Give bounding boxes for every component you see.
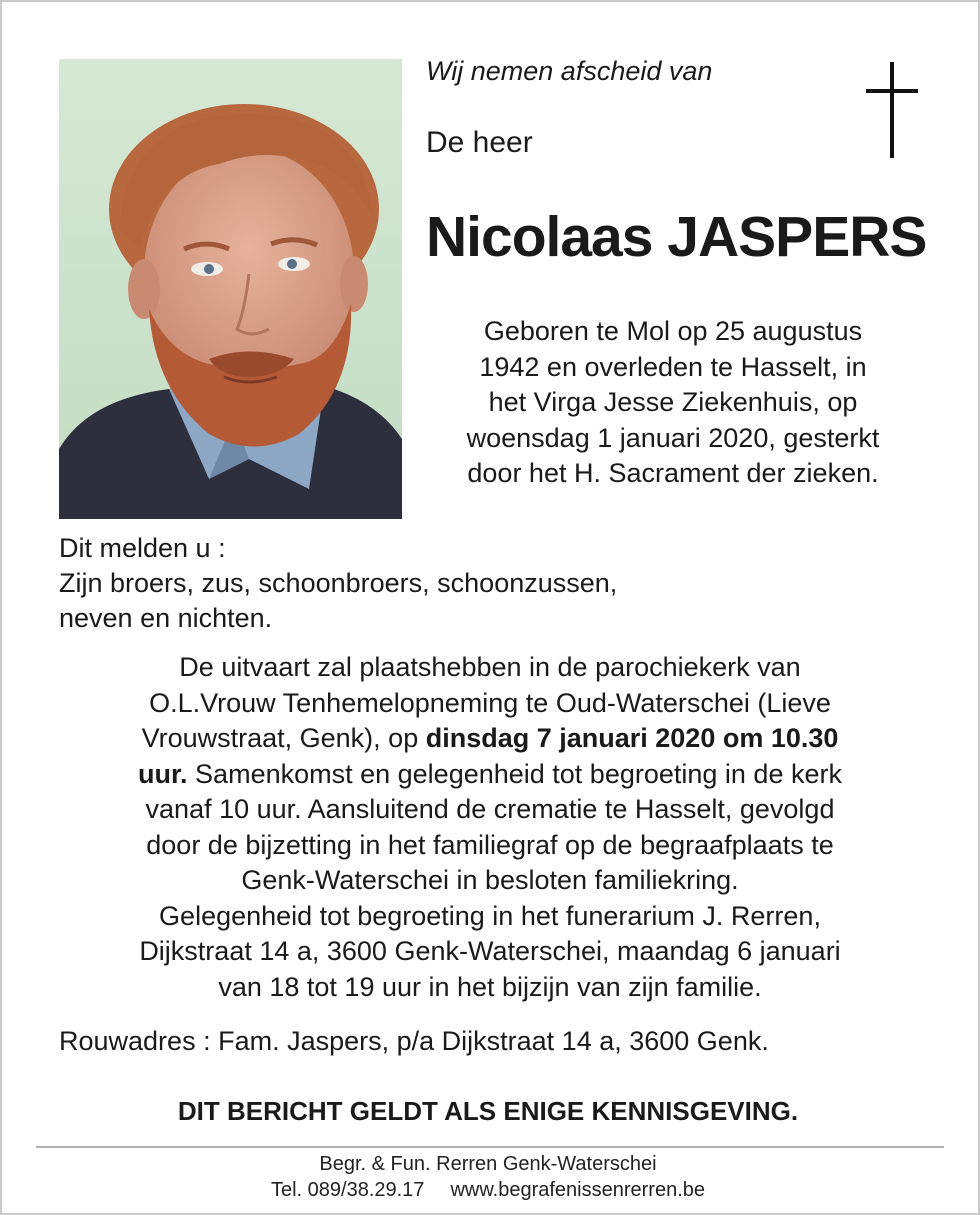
birth-line: 1942 en overleden te Hasselt, in <box>479 351 867 382</box>
ceremony-line: Dijkstraat 14 a, 3600 Genk-Waterschei, maandag 6 januari <box>139 936 841 966</box>
birth-line: het Virga Jesse Ziekenhuis, op <box>488 387 858 417</box>
footer-divider <box>36 1146 944 1148</box>
birth-line: Geboren te Mol op 25 augustus <box>483 316 863 346</box>
ceremony-line: O.L.Vrouw Tenhemelopneming te Oud-Waterschei (Lieve <box>149 687 831 718</box>
announce-line: Dit melden u : <box>59 533 226 563</box>
portrait-photo <box>59 59 402 519</box>
ceremony-line <box>40 757 940 793</box>
funeral-company: Begr. & Fun. Rerren Genk-Waterschei <box>319 1153 657 1175</box>
ceremony-line: Gelegenheid tot begroeting in het funerarium J. Rerren, <box>159 900 821 931</box>
ceremony-line: van 18 tot 19 uur in het bijzijn van zijn familie. <box>218 971 762 1002</box>
ceremony-line: vanaf 10 uur. Aansluitend de crematie te Hasselt, gevolgd <box>145 794 835 824</box>
ceremony-line: De uitvaart zal plaatshebben in de parochiekerk van <box>179 652 801 682</box>
contact-line <box>0 1177 976 1203</box>
ceremony-text: Samenkomst en gelegenheid tot begroeting in de kerk <box>187 758 842 789</box>
ceremony-line <box>40 721 940 757</box>
funeral-details <box>40 650 940 1005</box>
honorific: De heer <box>426 126 533 159</box>
family-announcement <box>59 531 617 636</box>
ceremony-time-unit: uur. <box>138 758 188 789</box>
footer <box>0 1151 976 1203</box>
mourning-address: Rouwadres : Fam. Jaspers, p/a Dijkstraat 14 a, 3600 Genk. <box>59 1026 769 1056</box>
phone-number: Tel. 089/38.29.17 <box>270 1179 425 1201</box>
birth-line: door het H. Sacrament der zieken. <box>467 458 879 488</box>
intro-text: Wij nemen afscheid van <box>426 56 713 86</box>
announce-line: neven en nichten. <box>59 603 273 633</box>
birth-death-details <box>426 314 920 492</box>
deceased-name: Nicolaas JASPERS <box>426 205 927 269</box>
ceremony-text: Vrouwstraat, Genk), op <box>141 723 426 753</box>
ceremony-date: dinsdag 7 januari 2020 om 10.30 <box>425 723 839 753</box>
cross-icon <box>862 62 922 158</box>
ceremony-line: door de bijzetting in het familiegraf op de begraafplaats te <box>146 829 834 860</box>
website-link[interactable]: www.begrafenissenrerren.be <box>450 1179 706 1201</box>
official-notice: DIT BERICHT GELDT ALS ENIGE KENNISGEVING. <box>177 1096 799 1126</box>
ceremony-line: Genk-Waterschei in besloten familiekring. <box>241 865 739 895</box>
announce-line: Zijn broers, zus, schoonbroers, schoonzussen, <box>59 568 618 598</box>
birth-line: woensdag 1 januari 2020, gesterkt <box>466 422 880 453</box>
